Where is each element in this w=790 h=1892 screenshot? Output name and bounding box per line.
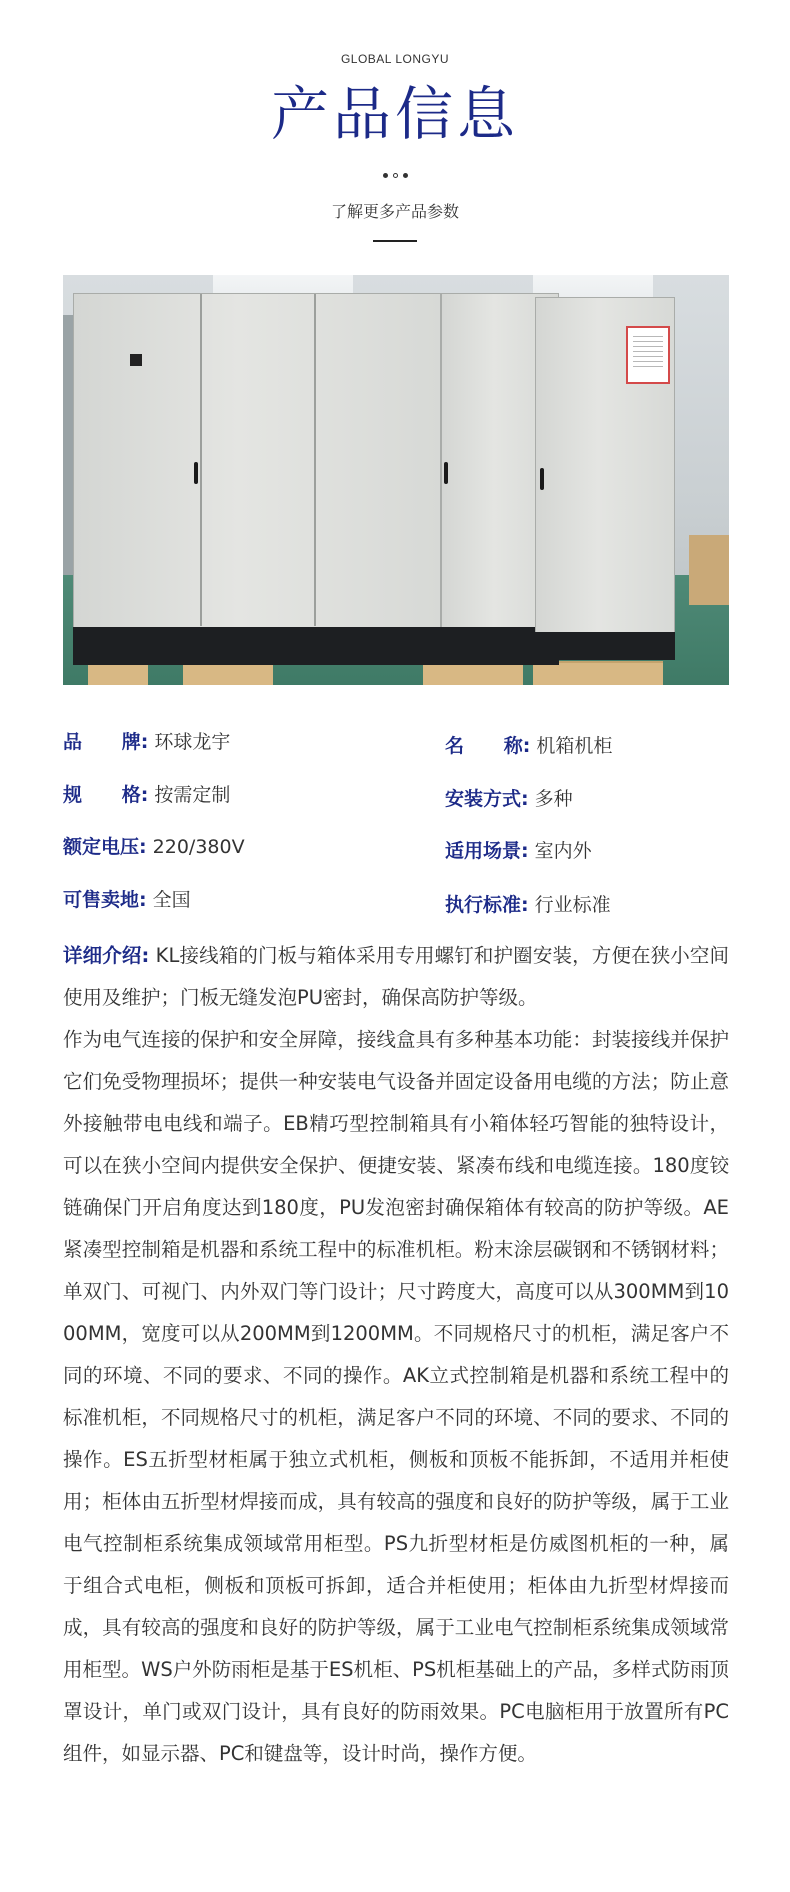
- plinth: [73, 627, 441, 665]
- spec-label: 执行标准:: [445, 894, 529, 916]
- cabinet-right: [535, 297, 675, 660]
- spec-install: [445, 785, 573, 813]
- spec-label: 额定电压:: [63, 836, 147, 858]
- spec-value: 全国: [152, 889, 191, 911]
- handle-icon: [540, 468, 544, 490]
- spec-brand: [63, 728, 230, 756]
- detail-label: 详细介绍:: [63, 944, 150, 967]
- handle-icon: [444, 462, 448, 484]
- product-photo: [63, 275, 729, 685]
- spec-size: [63, 781, 230, 809]
- spec-label: 可售卖地:: [63, 889, 147, 911]
- handle-icon: [194, 462, 198, 484]
- label-sticker: [626, 326, 670, 384]
- door-seam: [314, 294, 316, 626]
- spec-label: 品 牌:: [63, 731, 149, 753]
- page-subtitle: 了解更多产品参数: [330, 202, 459, 221]
- spec-sale-area: [63, 886, 191, 914]
- spec-value: 机箱机柜: [536, 735, 613, 757]
- spec-label: 安装方式:: [445, 788, 529, 810]
- cabinet-group-left: [73, 293, 441, 665]
- spec-label: 适用场景:: [445, 840, 529, 862]
- detail-intro-text: KL接线箱的门板与箱体采用专用螺钉和护圈安装，方便在狭小空间使用及维护；门板无缝发泡PU密封，确保高防护等级。: [63, 944, 729, 1009]
- spec-label: 名 称:: [445, 735, 531, 757]
- detail-body: 作为电气连接的保护和安全屏障，接线盒具有多种基本功能：封装接线并保护它们免受物理损坏；提供一种安装电气设备并固定设备用电缆的方法；防止意外接触带电电线和端子。EB精巧型控制箱具有小箱体轻巧智能的独特设计，可以在狭小空间内提供安全保护、便捷安装、紧凑布线和电缆连接。180度铰链确保门开启角度达到180度，PU发泡密封确保箱体有较高的防护等级。AE紧凑型控制箱是机器和系统工程中的标准机柜。粉末涂层碳钢和不锈钢材料；单双门、可视门、内外双门等门设计；尺寸跨度大，高度可以从300MM到1000MM，宽度可以从200MM到1200MM。不同规格尺寸的机柜，满足客户不同的环境、不同的要求、不同的操作。AK立式控制箱是机器和系统工程中的标准机柜，不同规格尺寸的机柜，满足客户不同的环境、不同的要求、不同的操作。ES五折型材柜属于独立式机柜，侧板和顶板不能拆卸，不适用并柜使用；柜体由五折型材焊接而成，具有较高的强度和良好的防护等级，属于工业电气控制柜系统集成领域常用柜型。PS九折型材柜是仿威图机柜的一种，属于组合式电柜，侧板和顶板可拆卸，适合并柜使用；柜体由九折型材焊接而成，具有较高的强度和良好的防护等级，属于工业电气控制柜系统集成领域常用柜型。WS户外防雨柜是基于ES机柜、PS机柜基础上的产品，多样式防雨顶罩设计，单门或双门设计，具有良好的防雨效果。PC电脑柜用于放置所有PC组件，如显示器、PC和键盘等，设计时尚，操作方便。: [63, 1028, 729, 1765]
- spec-value: 220/380V: [152, 836, 245, 858]
- brand-english: GLOBAL LONGYU: [340, 52, 450, 66]
- door-seam: [200, 294, 202, 626]
- dot-icon: [383, 173, 388, 178]
- lock-icon: [130, 354, 142, 366]
- subtitle-underline: [373, 240, 417, 242]
- spec-value: 行业标准: [534, 894, 611, 916]
- spec-value: 环球龙宇: [154, 731, 231, 753]
- plinth: [535, 632, 675, 660]
- detail-intro: [63, 935, 729, 1019]
- boxes: [689, 535, 729, 605]
- spec-voltage: [63, 833, 245, 861]
- spec-label: 规 格:: [63, 784, 149, 806]
- spec-value: 多种: [534, 788, 573, 810]
- decorative-dots: [0, 170, 790, 180]
- dot-icon: [403, 173, 408, 178]
- detail-description: [63, 935, 729, 1775]
- page-title: 产品信息: [270, 80, 519, 148]
- spec-name: [445, 732, 612, 760]
- spec-value: 室内外: [534, 840, 592, 862]
- spec-scene: [445, 837, 592, 865]
- dot-hollow-icon: [393, 173, 398, 178]
- spec-standard: [445, 891, 611, 919]
- page-header: [0, 0, 790, 250]
- spec-value: 按需定制: [154, 784, 231, 806]
